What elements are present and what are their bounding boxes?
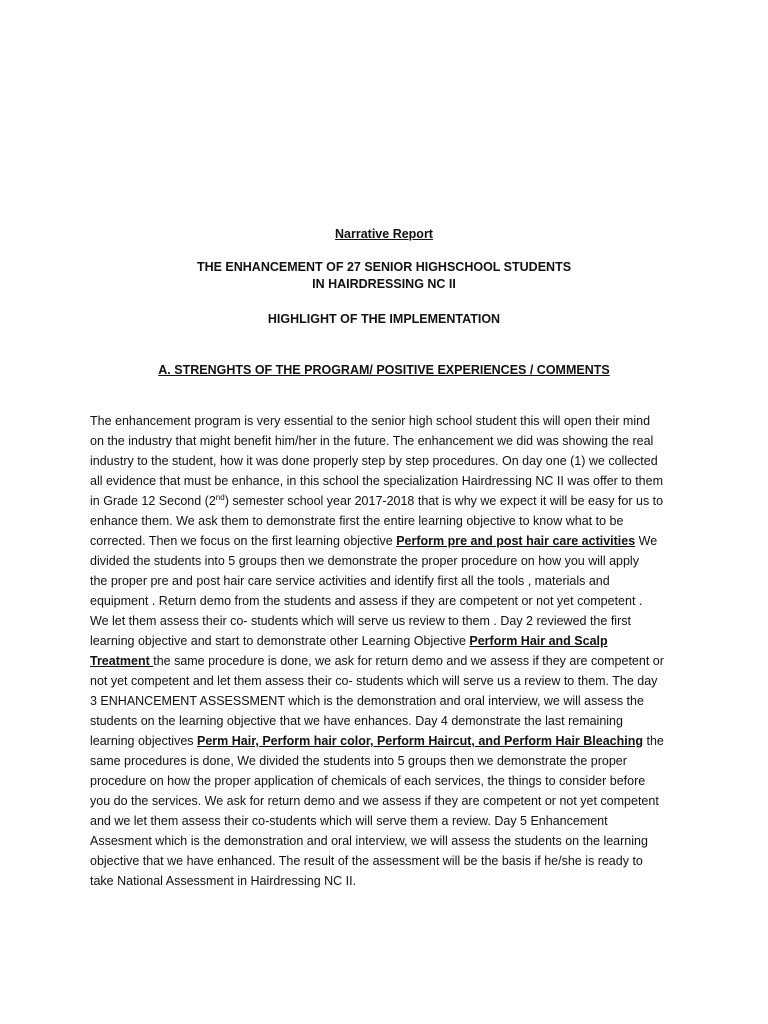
body-line xyxy=(90,531,690,551)
heading-line-1: THE ENHANCEMENT OF 27 SENIOR HIGHSCHOOL STUDENTS xyxy=(196,260,572,274)
section-a-heading: A. STRENGHTS OF THE PROGRAM/ POSITIVE EXPERIENCES / COMMENTS xyxy=(158,363,610,377)
body-line: on the industry that might benefit him/her in the future. The enhancement we did was showing the real xyxy=(90,434,654,448)
learning-objective-emphasis: Treatment xyxy=(90,654,154,668)
body-line: Assesment which is the demonstration and oral interview, we will assess the students on the learning xyxy=(90,834,648,848)
learning-objective-emphasis: Perform Hair and Scalp xyxy=(469,634,608,648)
body-line: students on the learning objective that we have enhances. Day 4 demonstrate the last remaining xyxy=(90,714,623,728)
body-line xyxy=(90,651,690,671)
body-text-segment: ) semester school year 2017-2018 that is why we expect it will be easy for us to xyxy=(224,494,664,508)
body-paragraph xyxy=(90,411,690,891)
body-line xyxy=(90,731,690,751)
body-text-segment: the xyxy=(643,734,664,748)
body-line: not yet competent and let them assess their co- students which will serve us a review to them. The day xyxy=(90,674,658,688)
heading-line-2: IN HAIRDRESSING NC II xyxy=(312,277,456,291)
body-text-segment: in Grade 12 Second (2 xyxy=(90,494,216,508)
body-text-segment: learning objective and start to demonstrate other Learning Objective xyxy=(90,634,470,648)
body-line: the proper pre and post hair care service activities and identify first all the tools , materials and xyxy=(90,574,610,588)
ordinal-superscript: nd xyxy=(215,492,225,502)
body-line: you do the services. We ask for return demo and we assess if they are competent or not yet competent xyxy=(90,794,659,808)
body-line: objective that we have enhanced. The result of the assessment will be the basis if he/she is ready to xyxy=(90,854,643,868)
body-text-segment: learning objectives xyxy=(90,734,198,748)
body-text-segment: corrected. Then we focus on the first learning objective xyxy=(90,534,397,548)
body-line: take National Assessment in Hairdressing NC II. xyxy=(90,874,357,888)
body-line: The enhancement program is very essential to the senior high school student this will open their mind xyxy=(90,414,651,428)
body-line: divided the students into 5 groups then we demonstrate the proper procedure on how you will apply xyxy=(90,554,639,568)
body-line: same procedures is done, We divided the students into 5 groups then we demonstrate the proper xyxy=(90,754,627,768)
learning-objective-emphasis: Perform pre and post hair care activities xyxy=(396,534,636,548)
body-line: all evidence that must be enhance, in this school the specialization Hairdressing NC II was offer to them xyxy=(90,474,663,488)
body-line xyxy=(90,631,690,651)
highlight-heading: HIGHLIGHT OF THE IMPLEMENTATION xyxy=(267,312,501,326)
body-line xyxy=(90,491,690,511)
body-line: enhance them. We ask them to demonstrate first the entire learning objective to know what to be xyxy=(90,514,624,528)
body-line: industry to the student, how it was done properly step by step procedures. On day one (1) we collected xyxy=(90,454,658,468)
body-text-segment: the same procedure is done, we ask for return demo and we assess if they are competent or xyxy=(153,654,664,668)
body-line: and we let them assess their co-students which will serve them a review. Day 5 Enhancement xyxy=(90,814,608,828)
body-line: procedure on how the proper application of chemicals of each services, the things to consider before xyxy=(90,774,646,788)
body-text-segment: We xyxy=(635,534,658,548)
body-line: equipment . Return demo from the students and assess if they are competent or not yet competent . xyxy=(90,594,643,608)
body-line: We let them assess their co- students which will serve us review to them . Day 2 reviewed the first xyxy=(90,614,631,628)
report-title: Narrative Report xyxy=(335,227,433,241)
body-line: 3 ENHANCEMENT ASSESSMENT which is the demonstration and oral interview, we will assess the xyxy=(90,694,644,708)
learning-objective-emphasis: Perm Hair, Perform hair color, Perform Haircut, and Perform Hair Bleaching xyxy=(197,734,643,748)
